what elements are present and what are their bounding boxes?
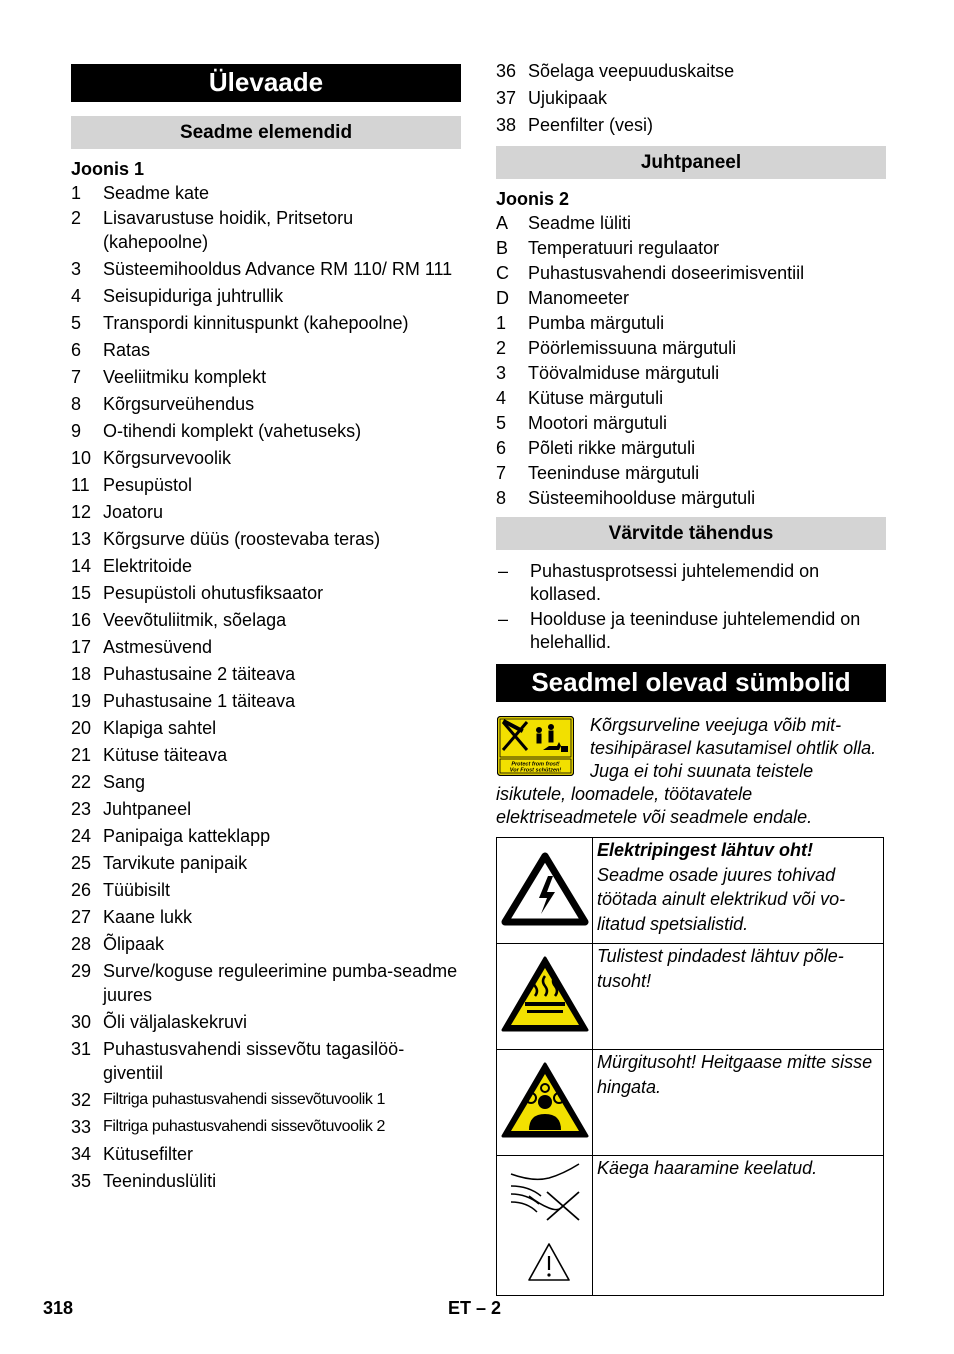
list-item: 6 Ratas <box>71 340 151 360</box>
table-row <box>497 1050 884 1156</box>
symbol-cell <box>497 838 593 944</box>
symbol-intro-text: Kõrgsurveline veejuga võib mit-tesihipärasel kasutamisel ohtlik olla. Juga ei tohi suunata teistele isikutele, loomadele, töötavatele elektriseadmetele või seadmele endale. <box>496 715 877 827</box>
symbol-text: Tulistest pindadest lähtuv põle-tusoht! <box>597 946 844 991</box>
list-item: 19 Puhastusaine 1 täiteava <box>71 691 296 711</box>
device-elements-list <box>71 181 461 1193</box>
list-item: 22 Sang <box>71 772 146 792</box>
list-item: 31 Puhastusvahendi sissevõtu tagasilöö-giventiil <box>71 1039 405 1083</box>
electric-hazard-icon <box>499 848 591 928</box>
list-item: 3 Töövalmiduse märgutuli <box>496 363 720 383</box>
list-item: 32 Filtriga puhastusvahendi sissevõtuvoolik 1 <box>71 1090 386 1110</box>
frost-warning-label-de: Vor Frost schützen! <box>509 767 562 774</box>
frost-warning-label: Protect from frost! <box>511 761 560 768</box>
left-column <box>71 0 461 1196</box>
list-item: 12 Joatoru <box>71 502 164 522</box>
list-item: 7 Veeliitmiku komplekt <box>71 367 267 387</box>
color-meaning-heading: Värvitde tähendus <box>496 517 886 550</box>
list-item: – Hoolduse ja teeninduse juhtelemendid on helehallid. <box>498 609 861 652</box>
symbol-text: Käega haaramine keelatud. <box>597 1158 818 1178</box>
symbol-text: Seadme osade juures tohivad töötada ainult elektrikud või vo-litatud spetsialistid. <box>597 864 846 934</box>
list-item: 18 Puhastusaine 2 täiteava <box>71 664 296 684</box>
list-item: 14 Elektritoide <box>71 556 193 576</box>
list-item: 17 Astmesüvend <box>71 637 213 657</box>
list-item: 10 Kõrgsurvevoolik <box>71 448 232 468</box>
list-item: 2 Lisavarustuse hoidik, Pritsetoru (kahepoolne) <box>71 208 354 252</box>
list-item: 8 Kõrgsurveühendus <box>71 394 255 414</box>
symbol-intro <box>496 714 886 829</box>
list-item: 8 Süsteemihoolduse märgutuli <box>496 488 756 508</box>
symbols-table <box>496 837 884 1296</box>
symbol-text-cell <box>593 944 884 1050</box>
symbol-text: Mürgitusoht! Heitgaase mitte sisse hingata. <box>597 1052 873 1097</box>
list-item: – Puhastusprotsessi juhtelemendid on kollased. <box>498 561 820 604</box>
list-item: 26 Tüübisilt <box>71 880 171 900</box>
symbol-text-cell <box>593 838 884 944</box>
device-symbols-heading: Seadmel olevad sümbolid <box>496 664 886 702</box>
figure-2-caption: Joonis 2 <box>496 189 570 209</box>
control-panel-heading: Juhtpaneel <box>496 146 886 179</box>
list-item: 27 Kaane lukk <box>71 907 193 927</box>
list-item: 2 Pöörlemissuuna märgutuli <box>496 338 737 358</box>
symbol-text-cell <box>593 1156 884 1296</box>
symbol-cell <box>497 944 593 1050</box>
list-item: 13 Kõrgsurve düüs (roostevaba teras) <box>71 529 381 549</box>
list-item: 4 Kütuse märgutuli <box>496 388 664 408</box>
list-item: 25 Tarvikute panipaik <box>71 853 248 873</box>
list-item: 36 Sõelaga veepuuduskaitse <box>496 61 735 81</box>
hot-surface-icon <box>499 952 591 1036</box>
list-item: 33 Filtriga puhastusvahendi sissevõtuvoolik 2 <box>71 1117 386 1137</box>
list-item: 35 Teeninduslüliti <box>71 1171 217 1191</box>
symbol-text-cell <box>593 1050 884 1156</box>
list-item: 1 Seadme kate <box>71 183 210 203</box>
list-item: 30 Õli väljalaskekruvi <box>71 1012 248 1032</box>
list-item: A Seadme lüliti <box>496 213 632 233</box>
high-pressure-jet-warning-icon <box>497 716 574 776</box>
overview-heading: Ülevaade <box>71 64 461 102</box>
list-item: 7 Teeninduse märgutuli <box>496 463 700 483</box>
list-item: 20 Klapiga sahtel <box>71 718 217 738</box>
no-hands-icon <box>499 1156 591 1290</box>
table-row <box>497 944 884 1050</box>
list-item: 15 Pesupüstoli ohutusfiksaator <box>71 583 324 603</box>
list-item: 21 Kütuse täiteava <box>71 745 228 765</box>
list-item: 37 Ujukipaak <box>496 88 608 108</box>
list-item: 4 Seisupiduriga juhtrullik <box>71 286 284 306</box>
toxic-gas-icon <box>499 1058 591 1142</box>
list-item: 16 Veevõtuliitmik, sõelaga <box>71 610 287 630</box>
language-page-label: ET – 2 <box>448 1298 502 1318</box>
list-item: 29 Surve/koguse reguleerimine pumba-seadme juures <box>71 961 458 1005</box>
list-item: 38 Peenfilter (vesi) <box>496 115 654 135</box>
figure-1-caption: Joonis 1 <box>71 159 145 179</box>
control-panel-list <box>496 211 886 510</box>
list-item: 3 Süsteemihooldus Advance RM 110/ RM 111 <box>71 259 453 279</box>
symbol-title: Elektripingest lähtuv oht! <box>597 840 814 860</box>
list-item: 24 Panipaiga katteklapp <box>71 826 271 846</box>
symbol-cell <box>497 1050 593 1156</box>
list-item: D Manomeeter <box>496 288 630 308</box>
list-item: 5 Transpordi kinnituspunkt (kahepoolne) <box>71 313 409 333</box>
list-item: B Temperatuuri regulaator <box>496 238 720 258</box>
list-item: 5 Mootori märgutuli <box>496 413 668 433</box>
device-elements-list-continued <box>496 59 886 137</box>
list-item: 34 Kütusefilter <box>71 1144 194 1164</box>
device-elements-heading: Seadme elemendid <box>71 116 461 149</box>
list-item: 11 Pesupüstol <box>71 475 193 495</box>
table-row <box>497 838 884 944</box>
color-meaning-list <box>496 560 886 654</box>
symbol-cell <box>497 1156 593 1296</box>
list-item: 28 Õlipaak <box>71 934 165 954</box>
list-item: 23 Juhtpaneel <box>71 799 192 819</box>
list-item: C Puhastusvahendi doseerimisventiil <box>496 263 805 283</box>
table-row <box>497 1156 884 1296</box>
list-item: 1 Pumba märgutuli <box>496 313 665 333</box>
page-number: 318 <box>43 1298 74 1318</box>
list-item: 9 O-tihendi komplekt (vahetuseks) <box>71 421 362 441</box>
list-item: 6 Põleti rikke märgutuli <box>496 438 696 458</box>
right-column <box>496 0 886 1296</box>
